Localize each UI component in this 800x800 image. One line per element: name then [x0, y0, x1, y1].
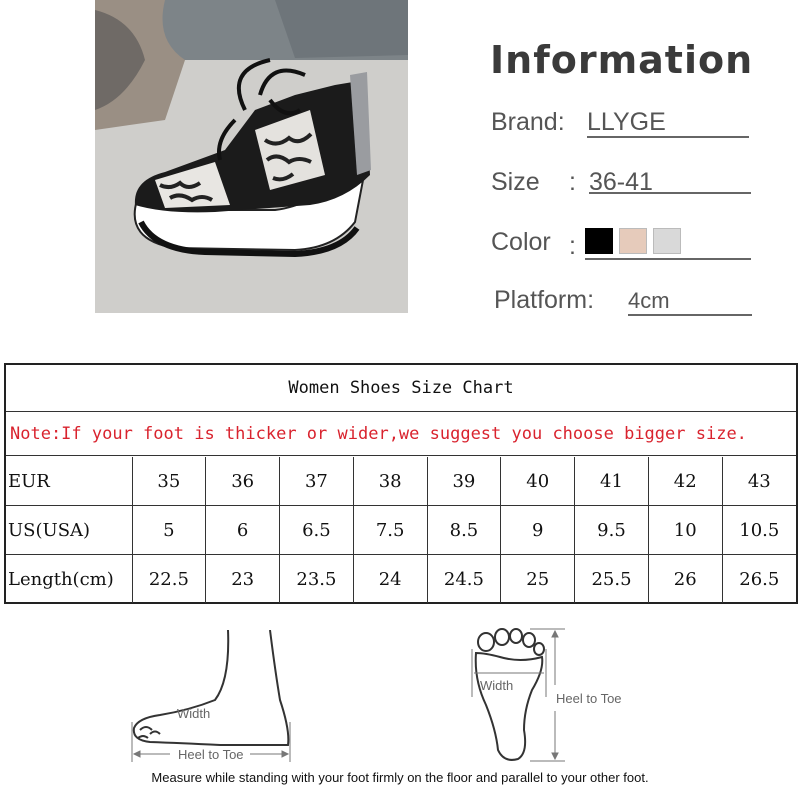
size-chart [4, 363, 798, 604]
size-row-label: EUR [6, 457, 132, 506]
platform-label: Platform: [494, 286, 595, 314]
top-width-label: Width [480, 678, 514, 693]
size-cell: 25 [501, 555, 575, 604]
size-cell: 9 [501, 506, 575, 555]
size-cell: 8.5 [427, 506, 501, 555]
size-chart-title: Women Shoes Size Chart [6, 365, 796, 412]
color-label: Color [491, 228, 551, 256]
info-title: Information [490, 38, 754, 82]
size-cell: 23.5 [280, 555, 354, 604]
top-foot-diagram [460, 625, 640, 765]
size-row [6, 457, 796, 506]
color-swatch-silver[interactable] [653, 228, 681, 254]
size-cell: 6 [206, 506, 280, 555]
size-cell: 35 [132, 457, 206, 506]
size-cell: 24 [353, 555, 427, 604]
side-foot-icon [134, 630, 289, 745]
color-swatches [585, 226, 751, 260]
size-cell: 36 [206, 457, 280, 506]
platform-value: 4cm [628, 288, 752, 316]
top-foot-icon [476, 629, 544, 760]
size-cell: 43 [722, 457, 796, 506]
measure-instruction: Measure while standing with your foot firmly on the floor and parallel to your other foot. [151, 770, 649, 785]
color-swatch-black[interactable] [585, 228, 613, 254]
size-cell: 41 [575, 457, 649, 506]
color-swatch-beige[interactable] [619, 228, 647, 254]
side-foot-diagram [120, 630, 310, 770]
size-label: Size [491, 168, 540, 196]
size-cell: 42 [648, 457, 722, 506]
size-row [6, 555, 796, 604]
size-cell: 40 [501, 457, 575, 506]
side-length-label: Heel to Toe [178, 747, 244, 762]
size-cell: 37 [280, 457, 354, 506]
top-length-label: Heel to Toe [556, 691, 622, 706]
size-cell: 26.5 [722, 555, 796, 604]
brand-label: Brand: [491, 108, 565, 136]
brand-value: LLYGE [587, 108, 749, 138]
size-chart-note: Note:If your foot is thicker or wider,we suggest you choose bigger size. [6, 412, 796, 456]
size-cell: 26 [648, 555, 722, 604]
size-row-label: Length(cm) [6, 555, 132, 604]
platform-row [494, 286, 670, 315]
product-photo [95, 0, 408, 313]
size-colon: : [569, 168, 576, 196]
size-row-label: US(USA) [6, 506, 132, 555]
side-width-label: Width [177, 706, 211, 721]
size-value: 36-41 [589, 168, 751, 194]
color-row [491, 228, 576, 260]
size-cell: 10.5 [722, 506, 796, 555]
size-cell: 25.5 [575, 555, 649, 604]
size-row [6, 506, 796, 555]
size-cell: 24.5 [427, 555, 501, 604]
size-cell: 23 [206, 555, 280, 604]
size-cell: 39 [427, 457, 501, 506]
color-colon: : [569, 232, 576, 260]
sneaker-photo-icon [95, 0, 408, 313]
size-cell: 22.5 [132, 555, 206, 604]
size-cell: 38 [353, 457, 427, 506]
size-row [491, 168, 653, 197]
size-cell: 7.5 [353, 506, 427, 555]
size-cell: 9.5 [575, 506, 649, 555]
size-cell: 6.5 [280, 506, 354, 555]
brand-row [491, 108, 666, 137]
size-cell: 5 [132, 506, 206, 555]
size-table [6, 457, 796, 603]
size-cell: 10 [648, 506, 722, 555]
